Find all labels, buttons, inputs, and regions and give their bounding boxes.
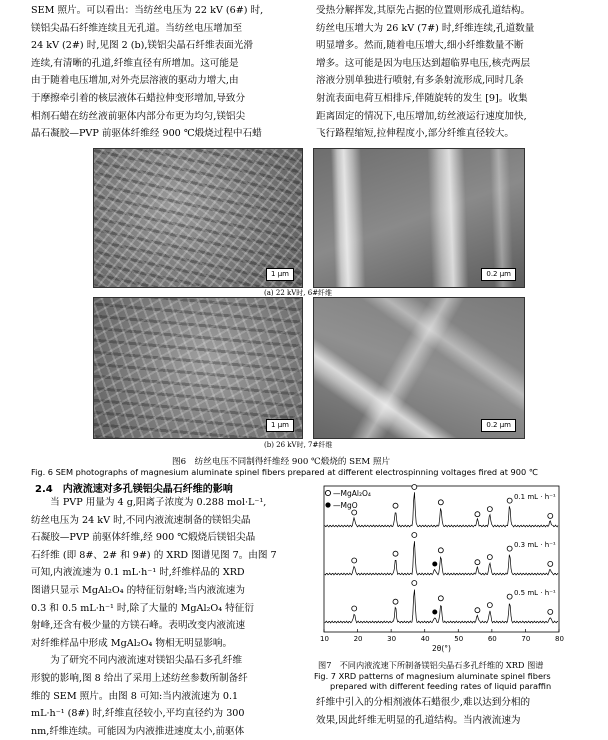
sem-image-b-high-mag (313, 297, 525, 439)
figure-7-caption-cn: 图7 不同内液流速下所制备镁铝尖晶石多孔纤维的 XRD 图谱 (318, 660, 544, 670)
mgal2o4-peak-marker (548, 609, 553, 614)
text-line: 石凝胶—PVP 前驱体纤维,经 900 ℃煅烧后镁铝尖晶 (31, 532, 256, 544)
mgo-peak-marker (432, 610, 437, 615)
x-tick-label: 60 (487, 635, 497, 643)
mgal2o4-peak-marker (438, 500, 443, 505)
legend-mgal2o4-label: —MgAl₂O₄ (333, 489, 371, 498)
mgal2o4-peak-marker (412, 581, 417, 586)
x-tick-label: 20 (353, 635, 363, 643)
mgal2o4-peak-marker (487, 555, 492, 560)
mgal2o4-peak-marker (507, 594, 512, 599)
mgal2o4-peak-marker (352, 606, 357, 611)
scale-bar-b2: 0.2 μm (481, 419, 516, 432)
mgal2o4-peak-marker (352, 510, 357, 515)
right-column-top (316, 2, 581, 143)
scale-bar-b1: 1 μm (266, 419, 294, 432)
trace-label-0.3: 0.3 mL · h⁻¹ (514, 541, 556, 549)
mgal2o4-peak-marker (475, 560, 480, 565)
sem-image-b-low-mag (93, 297, 303, 439)
mgal2o4-peak-marker (507, 498, 512, 503)
text-line: 射流表面电荷互相排斥,伴随旋转的发生 [9]。收集 (316, 92, 528, 104)
text-line: nm,纤维连续。可能因为内液推进速度太小,前驱体 (31, 725, 245, 737)
text-line: 24 kV (2#) 时,见图 2 (b),镁铝尖晶石纤维表面光滑 (31, 40, 253, 52)
sem-image-a-low-mag (93, 148, 303, 288)
mgal2o4-peak-marker (393, 551, 398, 556)
left-column-bottom (31, 494, 301, 740)
text-line: 晶石凝胶—PVP 前驱体纤维经 900 ℃煅烧过程中石蜡 (31, 128, 262, 140)
text-line: 可知,内液流速为 0.1 mL·h⁻¹ 时,纤维样品的 XRD (31, 567, 245, 579)
panel-b-label: (b) 26 kV时, 7#纤维 (264, 441, 333, 449)
sem-image-a-high-mag (313, 148, 525, 288)
text-line: 连续,有清晰的孔道,纤维直径有所增加。这可能是 (31, 57, 239, 69)
text-line: 形貌的影响,图 8 给出了采用上述纺丝参数所制备纤 (31, 672, 248, 684)
figure-6-caption-en: Fig. 6 SEM photographs of magnesium aluminate spinel fibers prepared at different electrospinning voltages fired at 900 ℃ (31, 467, 538, 477)
mgal2o4-peak-marker (393, 503, 398, 508)
mgal2o4-peak-marker (412, 533, 417, 538)
text-line: 对纤维样品中形成 MgAl₂O₄ 物相无明显影响。 (31, 637, 233, 649)
trace-label-0.5: 0.5 mL · h⁻¹ (514, 589, 556, 597)
text-line: 图谱只显示 MgAl₂O₄ 的特征衍射峰;当内液流速为 (31, 584, 245, 596)
text-line: 增多。这可能是因为电压达到超临界电压,核壳两层 (316, 57, 531, 69)
text-line: 受热分解挥发,其原先占据的位置则形成孔道结构。 (316, 5, 531, 16)
text-line: 相剂石蜡在纺丝液前驱体内部分布更为均匀,镁铝尖 (31, 110, 246, 122)
panel-a-label: (a) 22 kV时, 6#纤维 (264, 289, 333, 297)
text-line: 纺丝电压为 24 kV 时,不同内液流速制备的镁铝尖晶 (31, 514, 251, 526)
mgal2o4-peak-marker (438, 548, 443, 553)
legend-mgo-marker (325, 502, 330, 507)
text-line: 明显增多。然而,随着电压增大,细小纤维数量不断 (316, 40, 524, 52)
mgal2o4-peak-marker (487, 507, 492, 512)
figure-7-xrd-chart (314, 484, 574, 654)
mgal2o4-peak-marker (412, 485, 417, 490)
text-line: 距离固定的情况下,电压增加,纺丝液运行速度加快, (316, 110, 527, 122)
text-line: 0.3 和 0.5 mL·h⁻¹ 时,除了大量的 MgAl₂O₄ 特征衍 (31, 602, 254, 614)
text-line: 纺丝电压增大为 26 kV (7#) 时,纤维连续,孔道数量 (316, 22, 535, 34)
right-column-bottom (316, 694, 581, 729)
x-tick-label: 70 (521, 635, 531, 643)
x-tick-label: 40 (420, 635, 430, 643)
figure-6-caption-cn: 图6 纺丝电压不同制得纤维经 900 ℃煅烧的 SEM 照片 (172, 457, 391, 467)
text-line: 于摩擦牵引着的核层液体石蜡拉伸变形增加,导致分 (31, 92, 246, 104)
mgal2o4-peak-marker (475, 608, 480, 613)
text-line: 溶液分别单独进行喷射,有多条射流形成,同时几条 (316, 75, 524, 87)
mgal2o4-peak-marker (475, 512, 480, 517)
x-tick-label: 10 (320, 635, 329, 643)
mgal2o4-peak-marker (352, 558, 357, 563)
mgal2o4-peak-marker (548, 513, 553, 518)
section-heading-2-4: 2.4 内液流速对多孔镁铝尖晶石纤维的影响 (35, 484, 233, 495)
left-column-top (31, 2, 301, 143)
text-line: 当 PVP 用量为 4 g,阳离子浓度为 0.288 mol·L⁻¹, (31, 497, 267, 508)
mgal2o4-peak-marker (393, 599, 398, 604)
mgal2o4-peak-marker (487, 603, 492, 608)
xrd-traces (325, 492, 558, 623)
text-line: 由于随着电压增加,对外壳层溶液的驱动力增大,由 (31, 75, 239, 87)
figure-7-caption-en-line2: prepared with different feeding rates of liquid paraffin (330, 681, 552, 691)
text-line: 射峰,还含有极少量的方镁石峰。表明改变内液流速 (31, 620, 246, 632)
text-line: mL·h⁻¹ (8#) 时,纤维直径较小,平均直径约为 300 (31, 708, 245, 720)
mgal2o4-peak-marker (507, 546, 512, 551)
mgal2o4-peak-marker (548, 561, 553, 566)
text-line: 镁铝尖晶石纤维连续且无孔道。当纺丝电压增加至 (31, 22, 243, 34)
scale-bar-a1: 1 μm (266, 268, 294, 281)
legend-mgo-label: —MgO (333, 501, 358, 510)
figure-7-caption-en-line1: Fig. 7 XRD patterns of magnesium aluminate spinel fibers (314, 671, 551, 681)
x-tick-label: 50 (454, 635, 464, 643)
mgo-peak-marker (432, 562, 437, 567)
text-line: 石纤维 (即 8#、2# 和 9#) 的 XRD 图谱见图 7。由图 7 (31, 549, 277, 561)
text-line: 为了研究不同内液流速对镁铝尖晶石多孔纤维 (31, 655, 243, 667)
text-line: 维的 SEM 照片。由图 8 可知:当内液流速为 0.1 (31, 690, 239, 702)
text-line: 纤维中引入的分相剂液体石蜡很少,难以达到分相的 (316, 697, 531, 708)
text-line: 飞行路程缩短,拉伸程度小,部分纤维直径较大。 (316, 128, 514, 140)
mgal2o4-peak-marker (438, 596, 443, 601)
x-axis-label: 2θ(°) (432, 644, 451, 653)
scale-bar-a2: 0.2 μm (481, 268, 516, 281)
text-line: 效果,因此纤维无明显的孔道结构。当内液流速为 (316, 714, 521, 726)
xrd-ticks (320, 629, 564, 643)
trace-label-0.1: 0.1 mL · h⁻¹ (514, 493, 556, 501)
legend-mgal2o4-marker (325, 490, 330, 495)
x-tick-label: 30 (387, 635, 397, 643)
text-line: SEM 照片。可以看出：当纺丝电压为 22 kV (6#) 时, (31, 5, 264, 16)
x-tick-label: 80 (555, 635, 564, 643)
